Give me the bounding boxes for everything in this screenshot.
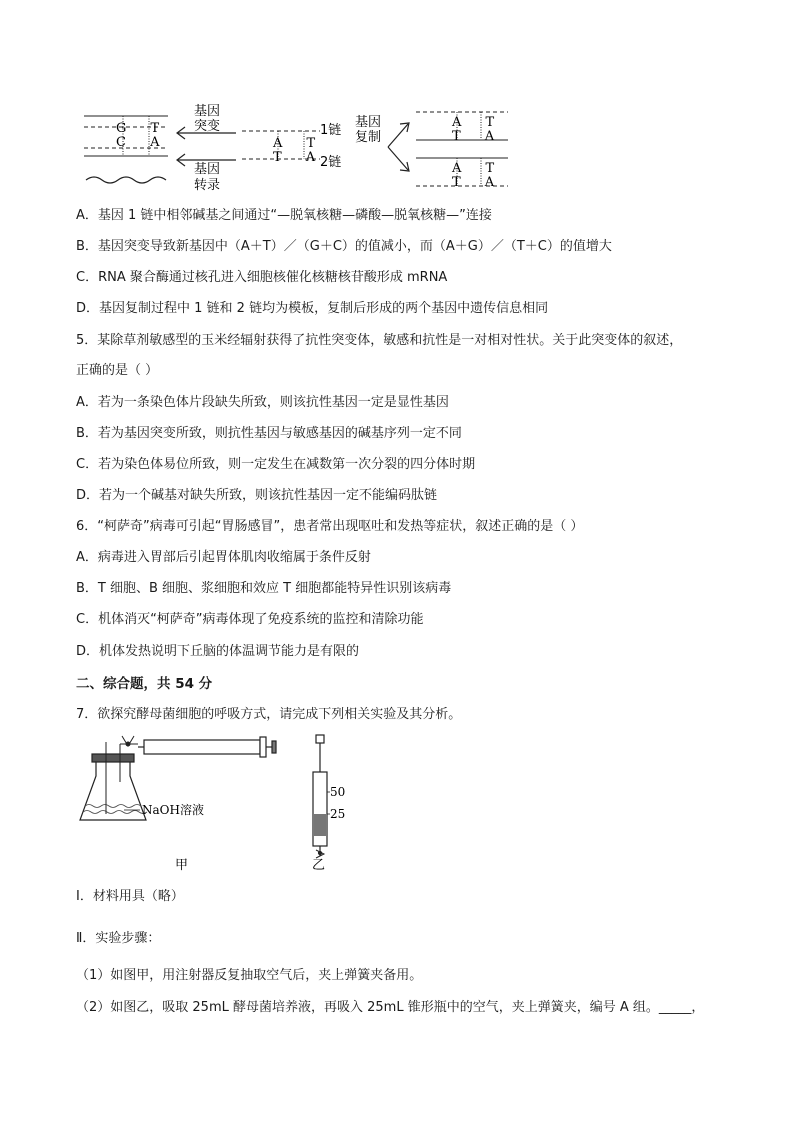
section-heading: 二、综合题，共 54 分 xyxy=(76,676,213,692)
q5-option-b: B．若为基因突变所致，则抗性基因与敏感基因的碱基序列一定不同 xyxy=(76,426,462,441)
caption-jia: 甲 xyxy=(175,858,189,873)
q6-option-d: D．机体发热说明下丘脑的体温调节能力是有限的 xyxy=(76,644,360,659)
copy1-top-bases: A T xyxy=(452,115,505,130)
q7-step1: （1）如图甲，用注射器反复抽取空气后，夹上弹簧夹备用。 xyxy=(76,968,423,983)
mutation-label-2: 突变 xyxy=(194,119,221,134)
chain1-label: 1链 xyxy=(320,123,342,138)
transcription-label-1: 基因 xyxy=(194,162,221,177)
q5-stem-line1: 5．某除草剂敏感型的玉米经辐射获得了抗性突变体，敏感和抗性是一对相对性状。关于此突变体的叙述， xyxy=(76,333,683,348)
q7-steps-title: Ⅱ．实验步骤： xyxy=(76,931,161,946)
q5-option-c: C．若为染色体易位所致，则一定发生在减数第一次分裂的四分体时期 xyxy=(76,457,476,472)
q7-step2: （2）如图乙，吸取 25mL 酵母菌培养液，再吸入 25mL 锥形瓶中的空气，夹上弹簧夹，编号 A 组。_____， xyxy=(76,1000,705,1015)
copy2-bottom-bases: T A xyxy=(452,175,505,190)
copy2-top-bases: A T xyxy=(452,161,505,176)
q6-option-a: A．病毒进入胃部后引起胃体肌肉收缩属于条件反射 xyxy=(76,550,371,565)
liquid-lines xyxy=(83,805,147,814)
q7-stem: 7．欲探究酵母菌细胞的呼吸方式，请完成下列相关实验及其分析。 xyxy=(76,707,462,722)
original-bottom-bases: T A xyxy=(273,150,326,165)
mutant-top-bases: G T xyxy=(116,121,170,136)
dna-diagram xyxy=(76,100,726,200)
naoh-label: NaOH溶液 xyxy=(142,803,204,817)
q4-option-a: A．基因 1 链中相邻碱基之间通过“—脱氧核糖—磷酸—脱氧核糖—”连接 xyxy=(76,208,492,223)
q5-option-a: A．若为一条染色体片段缺失所致，则该抗性基因一定是显性基因 xyxy=(76,395,449,410)
syringe xyxy=(138,737,276,757)
replication-label-2: 复制 xyxy=(355,130,382,145)
experiment-figure xyxy=(76,732,396,882)
culture-liquid xyxy=(314,814,326,836)
flask-tubes xyxy=(106,742,138,814)
vertical-syringe xyxy=(313,735,327,856)
q7-materials: Ⅰ．材料用具（略） xyxy=(76,889,184,904)
q4-option-c: C．RNA 聚合酶通过核孔进入细胞核催化核糖核苷酸形成 mRNA xyxy=(76,270,448,285)
copy1-bottom-bases: T A xyxy=(452,129,505,144)
q5-stem-line2: 正确的是（ ） xyxy=(76,363,159,378)
mutant-bottom-bases: C A xyxy=(116,135,170,150)
chain2-label: 2链 xyxy=(320,155,342,170)
mrna-wave xyxy=(86,177,166,183)
q6-stem: 6．“柯萨奇”病毒可引起“胃肠感冒”，患者常出现呕吐和发热等症状，叙述正确的是（ ） xyxy=(76,519,584,534)
scale-50: 50 xyxy=(330,785,346,799)
q6-option-c: C．机体消灭“柯萨奇”病毒体现了免疫系统的监控和清除功能 xyxy=(76,612,424,627)
bottom-clamp xyxy=(316,850,324,858)
q4-option-b: B．基因突变导致新基因中（A＋T）／（G＋C）的值减小，而（A＋G）／（T＋C）的值增大 xyxy=(76,239,612,254)
scale-25: 25 xyxy=(330,807,346,821)
mutation-label-1: 基因 xyxy=(194,104,221,119)
replication-arrows xyxy=(388,123,409,171)
transcription-label-2: 转录 xyxy=(194,178,221,193)
original-top-bases: A T xyxy=(273,136,326,151)
replication-label-1: 基因 xyxy=(355,115,382,130)
caption-yi: 乙 xyxy=(312,858,326,873)
q5-option-d: D．若为一个碱基对缺失所致，则该抗性基因一定不能编码肽链 xyxy=(76,488,438,503)
q4-option-d: D．基因复制过程中 1 链和 2 链均为模板，复制后形成的两个基因中遗传信息相同 xyxy=(76,301,549,316)
q6-option-b: B．T 细胞、B 细胞、浆细胞和效应 T 细胞都能特异性识别该病毒 xyxy=(76,581,452,596)
